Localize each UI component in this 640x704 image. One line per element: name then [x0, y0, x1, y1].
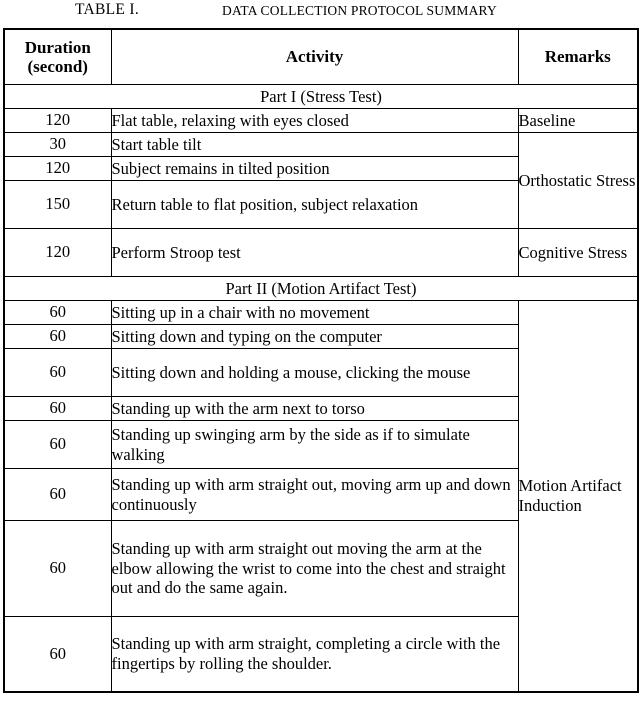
cell-activity: Standing up with arm straight out moving the arm at the elbow allowing the wrist to come into the chest and straight out and do the same again. — [111, 521, 518, 617]
cell-remarks: Baseline — [518, 109, 638, 133]
cell-duration: 60 — [4, 325, 111, 349]
section-header-row-part-1 — [4, 85, 638, 109]
cell-duration: 60 — [4, 397, 111, 421]
protocol-table-container — [3, 28, 637, 693]
cell-activity: Sitting up in a chair with no movement — [111, 301, 518, 325]
cell-duration: 60 — [4, 349, 111, 397]
cell-duration: 120 — [4, 229, 111, 277]
cell-duration: 120 — [4, 157, 111, 181]
section-title-part-1: Part I (Stress Test) — [4, 85, 638, 109]
cell-duration: 60 — [4, 521, 111, 617]
cell-activity: Standing up with the arm next to torso — [111, 397, 518, 421]
column-header-duration — [4, 29, 111, 85]
data-collection-protocol-table — [3, 28, 639, 693]
cell-duration: 60 — [4, 421, 111, 469]
section-title-part-2: Part II (Motion Artifact Test) — [4, 277, 638, 301]
cell-duration: 60 — [4, 617, 111, 693]
cell-duration: 60 — [4, 469, 111, 521]
table-row — [4, 109, 638, 133]
cell-duration: 120 — [4, 109, 111, 133]
cell-activity: Sitting down and holding a mouse, clicking the mouse — [111, 349, 518, 397]
section-header-row-part-2 — [4, 277, 638, 301]
table-header-row — [4, 29, 638, 85]
table-row — [4, 133, 638, 157]
cell-activity: Return table to flat position, subject relaxation — [111, 181, 518, 229]
column-header-duration-line1: Duration — [24, 37, 91, 57]
cell-activity: Standing up with arm straight, completing a circle with the fingertips by rolling the shoulder. — [111, 617, 518, 693]
column-header-duration-line2: (second) — [27, 57, 88, 76]
cell-duration: 30 — [4, 133, 111, 157]
table-caption-label: TABLE I. — [75, 1, 140, 18]
cell-activity: Standing up swinging arm by the side as if to simulate walking — [111, 421, 518, 469]
table-caption-title: DATA COLLECTION PROTOCOL SUMMARY — [222, 3, 497, 18]
cell-activity: Standing up with arm straight out, moving arm up and down continuously — [111, 469, 518, 521]
cell-activity: Sitting down and typing on the computer — [111, 325, 518, 349]
table-row — [4, 229, 638, 277]
cell-activity: Subject remains in tilted position — [111, 157, 518, 181]
column-header-activity: Activity — [111, 29, 518, 85]
cell-duration: 60 — [4, 301, 111, 325]
cell-activity: Perform Stroop test — [111, 229, 518, 277]
cell-duration: 150 — [4, 181, 111, 229]
cell-activity: Start table tilt — [111, 133, 518, 157]
cell-remarks: Cognitive Stress — [518, 229, 638, 277]
column-header-remarks: Remarks — [518, 29, 638, 85]
cell-remarks: Motion Artifact Induction — [518, 301, 638, 693]
table-caption — [0, 0, 640, 26]
cell-remarks: Orthostatic Stress — [518, 133, 638, 229]
table-row — [4, 301, 638, 325]
cell-activity: Flat table, relaxing with eyes closed — [111, 109, 518, 133]
